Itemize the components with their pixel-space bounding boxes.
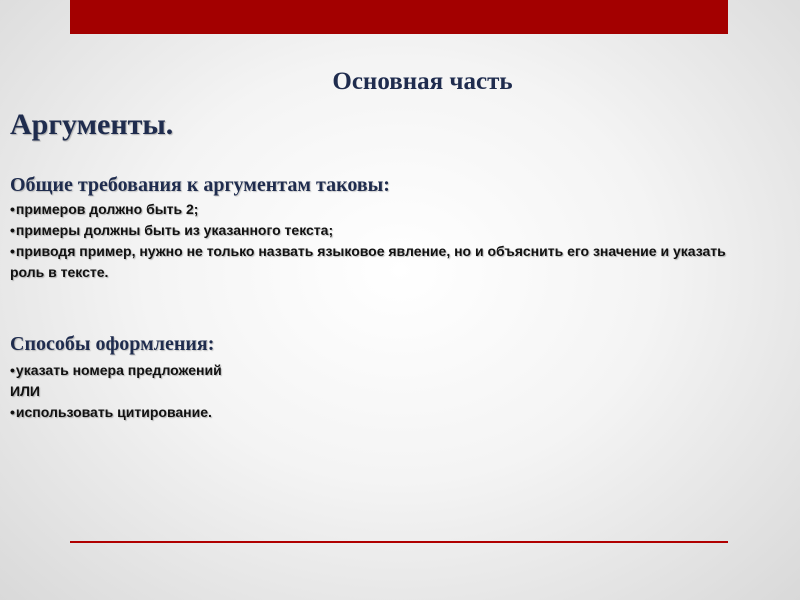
list-item [10, 199, 740, 220]
list-item-text: примеры должны быть из указанного текста; [15, 222, 334, 238]
bullet-icon: • [10, 222, 15, 238]
bullet-icon: • [10, 404, 15, 420]
bullet-icon: • [10, 243, 15, 259]
list-item [10, 360, 410, 381]
list-item-text: использовать цитирование. [15, 404, 212, 420]
list-item-text: приводя пример, нужно не только назвать языковое явление, но и объяснить его значение и указать роль в тексте. [10, 243, 726, 280]
list-item [10, 402, 410, 423]
bullet-icon: • [10, 362, 15, 378]
section-heading: Аргументы. [10, 108, 174, 141]
bottom-divider [70, 541, 728, 543]
requirements-list [10, 199, 740, 283]
list-item [10, 220, 740, 241]
list-item-text: ИЛИ [10, 383, 40, 399]
slide-title: Основная часть [332, 68, 513, 95]
list-item [10, 241, 740, 283]
formatting-list [10, 360, 410, 423]
list-item-text: примеров должно быть 2; [15, 201, 199, 217]
top-accent-bar [70, 0, 728, 34]
list-item-text: указать номера предложений [15, 362, 222, 378]
list-item [10, 381, 410, 402]
bullet-icon: • [10, 201, 15, 217]
requirements-heading: Общие требования к аргументам таковы: [10, 174, 390, 196]
formatting-heading: Способы оформления: [10, 333, 215, 355]
